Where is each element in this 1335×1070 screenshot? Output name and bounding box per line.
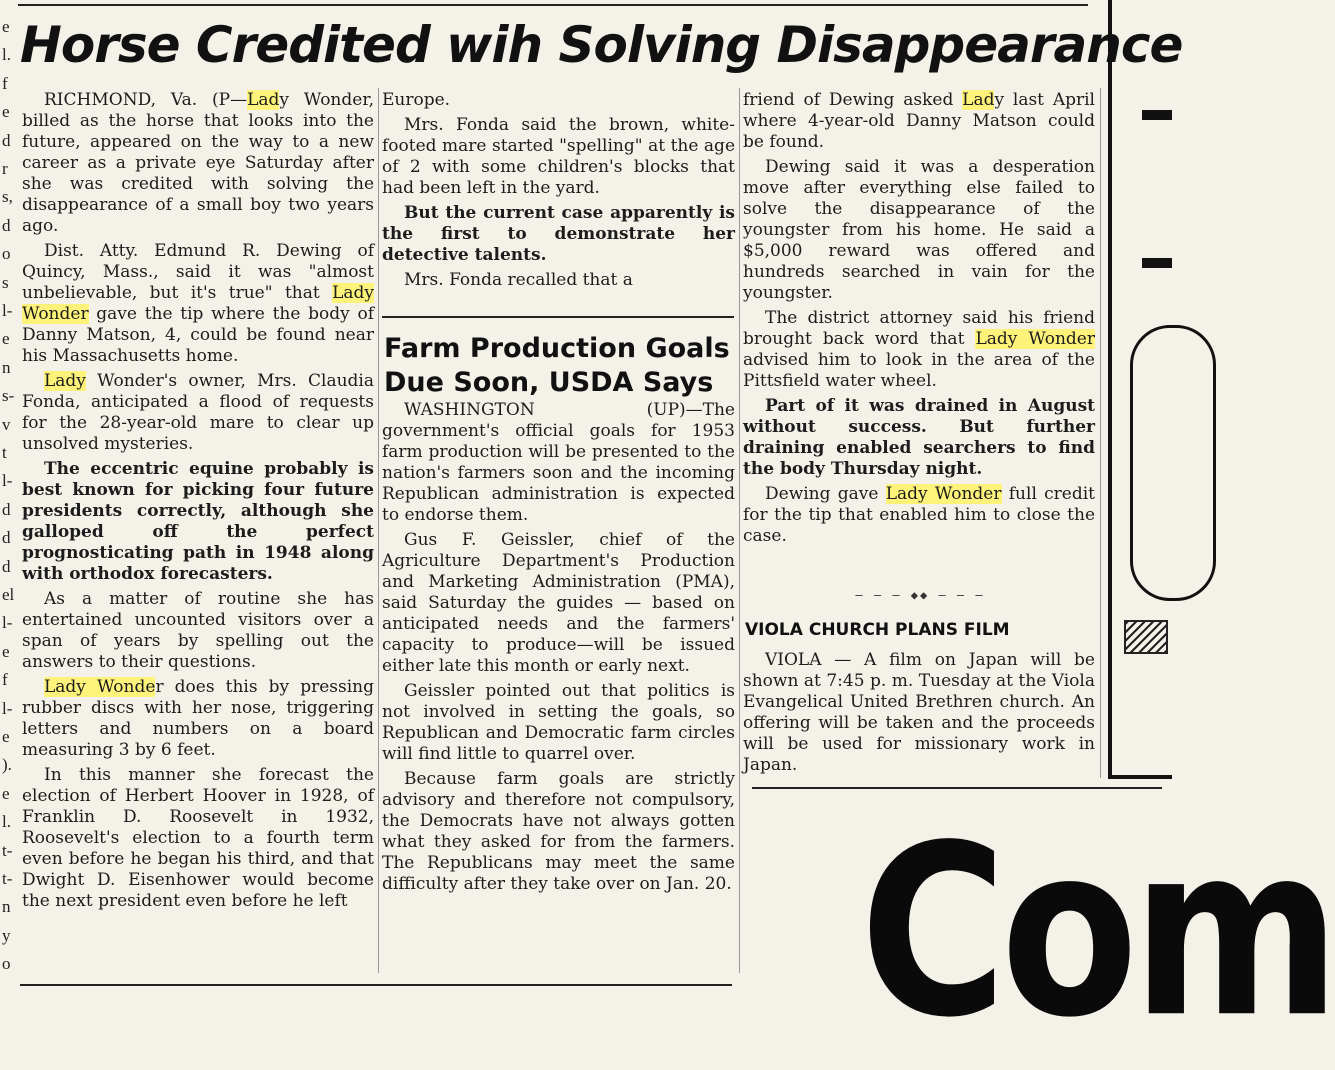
ad-hatch-pattern — [1124, 620, 1168, 654]
story-paragraph: Mrs. Fonda said the brown, white-footed mare started "spelling" at the age of 2 with some children's blocks that had been left in the yard. — [382, 115, 735, 198]
story-paragraph: VIOLA — A film on Japan will be shown at 7:45 p. m. Tuesday at the Viola Evangelical United Brethren church. An offering will be taken and the proceeds will be used for missionary work in Japan. — [743, 650, 1095, 775]
fragment-letter: d — [2, 528, 11, 548]
fragment-letter: t- — [2, 869, 13, 888]
story-paragraph-bold: Part of it was drained in August without success. But further draining enabled searchers to find the body Thursday night. — [743, 396, 1095, 479]
fragment-letter: t- — [2, 840, 13, 860]
column-divider — [378, 88, 379, 973]
fragment-letter: v — [2, 414, 11, 434]
highlighted-text: Lady Wonder — [975, 329, 1095, 349]
fragment-letter: n — [2, 897, 11, 917]
fragment-letter: l. — [2, 812, 11, 832]
fragment-letter: el — [2, 585, 15, 604]
fragment-letter: f — [2, 670, 8, 690]
fragment-letter: s- — [2, 386, 15, 406]
highlighted-text: Lady Wonder — [22, 283, 374, 324]
bottom-rule — [20, 984, 732, 986]
text-run: gave the tip where the body of Danny Matson, 4, could be found near his Massachusetts home. — [22, 304, 374, 366]
text-run: r does this by pressing rubber discs with her nose, triggering letters and numbers on a board measuring 3 by 6 feet. — [22, 677, 374, 760]
column-divider — [739, 88, 740, 973]
ad-bar — [1142, 258, 1172, 268]
fragment-letter: l- — [2, 301, 13, 320]
farm-story-headline: Farm Production Goals Due Soon, USDA Says — [384, 333, 730, 398]
highlighted-text: Lady Wonde — [44, 677, 156, 697]
fragment-letter: t — [2, 443, 7, 462]
text-run: Dewing gave — [765, 484, 886, 504]
story-paragraph: Gus F. Geissler, chief of the Agriculture Department's Production and Marketing Administration (PMA), said Saturday the guides — based on anticipated needs and the farmers' capacity to produce—will be issued either late this month or early next. — [382, 530, 735, 676]
story-paragraph: In this manner she forecast the election of Herbert Hoover in 1928, of Franklin D. Roosevelt in 1932, Roosevelt's election to a fourth term even before he began his third, and that Dwight D. Eisenhower would become the next president even before he left — [22, 765, 374, 911]
fragment-letter: l. — [2, 45, 11, 65]
ad-top-rule — [752, 787, 1162, 789]
fragment-letter: l- — [2, 698, 13, 718]
story-paragraph — [743, 90, 1095, 153]
fragment-letter: e — [2, 727, 10, 746]
viola-story-headline: VIOLA CHURCH PLANS FILM — [745, 620, 1010, 640]
fragment-letter: d — [2, 556, 11, 576]
fragment-letter: d — [2, 499, 11, 519]
text-run: Wonder's owner, Mrs. Claudia Fonda, anticipated a flood of requests for the 28-year-old mare to clear up unsolved mysteries. — [22, 371, 374, 454]
viola-story-body — [743, 650, 1095, 780]
story-paragraph — [743, 484, 1095, 547]
highlighted-text: Lady — [44, 371, 86, 391]
fragment-letter: n — [2, 357, 11, 377]
fragment-letter: s, — [2, 187, 13, 207]
story-paragraph: Mrs. Fonda recalled that a — [404, 270, 633, 290]
fragment-letter: l- — [2, 613, 13, 633]
story-paragraph-bold: The eccentric equine probably is best known for picking four future presidents correctly, although she galloped off the perfect prognosticating path in 1948 along with orthodox forecasters. — [22, 459, 374, 584]
adjacent-column-fragment — [0, 0, 16, 1002]
ad-bar — [1142, 110, 1172, 120]
highlighted-text: Lady Wonder — [885, 484, 1002, 504]
highlighted-text: Lad — [962, 90, 995, 110]
main-headline: Horse Credited wih Solving Disappearance — [20, 16, 1183, 74]
text-run: The district attorney said his friend brought back word that — [743, 308, 1095, 349]
fragment-letter: e — [2, 783, 10, 803]
story-paragraph: Europe. — [382, 90, 451, 110]
fragment-letter: d — [2, 215, 11, 235]
fragment-letter: e — [2, 102, 10, 122]
fragment-letter: e — [2, 17, 10, 36]
column-divider — [1100, 88, 1101, 778]
farm-story-body — [382, 400, 735, 975]
fragment-letter: e — [2, 641, 10, 661]
fragment-letter: f — [2, 73, 8, 93]
story-paragraph — [22, 371, 374, 455]
fragment-letter: ). — [2, 755, 12, 775]
story-paragraph: Geissler pointed out that politics is not involved in setting the goals, so Republican and Democratic farm circles will find little to quarrel over. — [382, 681, 735, 764]
story-paragraph: As a matter of routine she has entertained uncounted visitors over a span of years by spelling out the answers to their questions. — [22, 589, 374, 672]
text-run: RICHMOND, Va. (P— — [44, 90, 248, 110]
text-run: y Wonder, billed as the horse that looks into the future, appeared on the way to a new career as a private eye Saturday after she was credited with solving the disappearance of a small boy two years ago. — [22, 90, 374, 236]
fragment-letter: o — [2, 244, 11, 264]
story-paragraph-bold: But the current case apparently is the first to demonstrate her detective talents. — [382, 203, 735, 265]
story-paragraph — [22, 241, 374, 367]
ad-large-lettering: Com — [860, 794, 1335, 1070]
story-paragraph — [743, 308, 1095, 392]
top-rule — [18, 4, 1088, 6]
fragment-letter: e — [2, 329, 10, 349]
text-run: friend of Dewing asked — [743, 90, 963, 110]
story-paragraph: Dewing said it was a desperation move after everything else failed to solve the disappearance of the youngster from his home. He said a $5,000 reward was offered and hundreds searched in vain for the youngster. — [743, 157, 1095, 303]
main-story-column-1 — [22, 90, 374, 972]
story-paragraph — [22, 90, 374, 237]
story-paragraph: Because farm goals are strictly advisory and therefore not compulsory, the Democrats have not always gotten what they asked for from the farmers. The Republicans may meet the same difficulty after they take over on Jan. 20. — [382, 769, 735, 894]
fragment-letter: s — [2, 272, 9, 292]
text-run: Dist. Atty. Edmund R. Dewing of Quincy, Mass., said it was "almost unbelievable, but it's true" that — [22, 241, 374, 303]
fragment-letter: d — [2, 130, 11, 150]
ad-oval-frame — [1130, 325, 1216, 601]
text-run: advised him to look in the area of the Pittsfield water wheel. — [743, 350, 1095, 391]
story-separator — [382, 316, 734, 318]
fragment-letter: l- — [2, 471, 13, 491]
fragment-letter: y — [2, 925, 11, 945]
highlighted-text: Lad — [247, 90, 280, 110]
fragment-letter: r — [2, 159, 8, 178]
text-run: y last April where 4-year-old Danny Matson could be found. — [743, 90, 1095, 152]
main-story-column-2 — [382, 90, 735, 310]
story-paragraph — [22, 677, 374, 761]
main-story-column-3 — [743, 90, 1095, 595]
dash-ornament: — — — ◆◆ — — — — [855, 588, 985, 602]
fragment-letter: o — [2, 954, 11, 974]
text-run: full credit for the tip that enabled him to close the case. — [743, 484, 1096, 546]
story-paragraph: WASHINGTON (UP)—The government's official goals for 1953 farm production will be presented to the nation's farmers soon and the incoming Republican administration is expected to endorse them. — [382, 400, 735, 525]
